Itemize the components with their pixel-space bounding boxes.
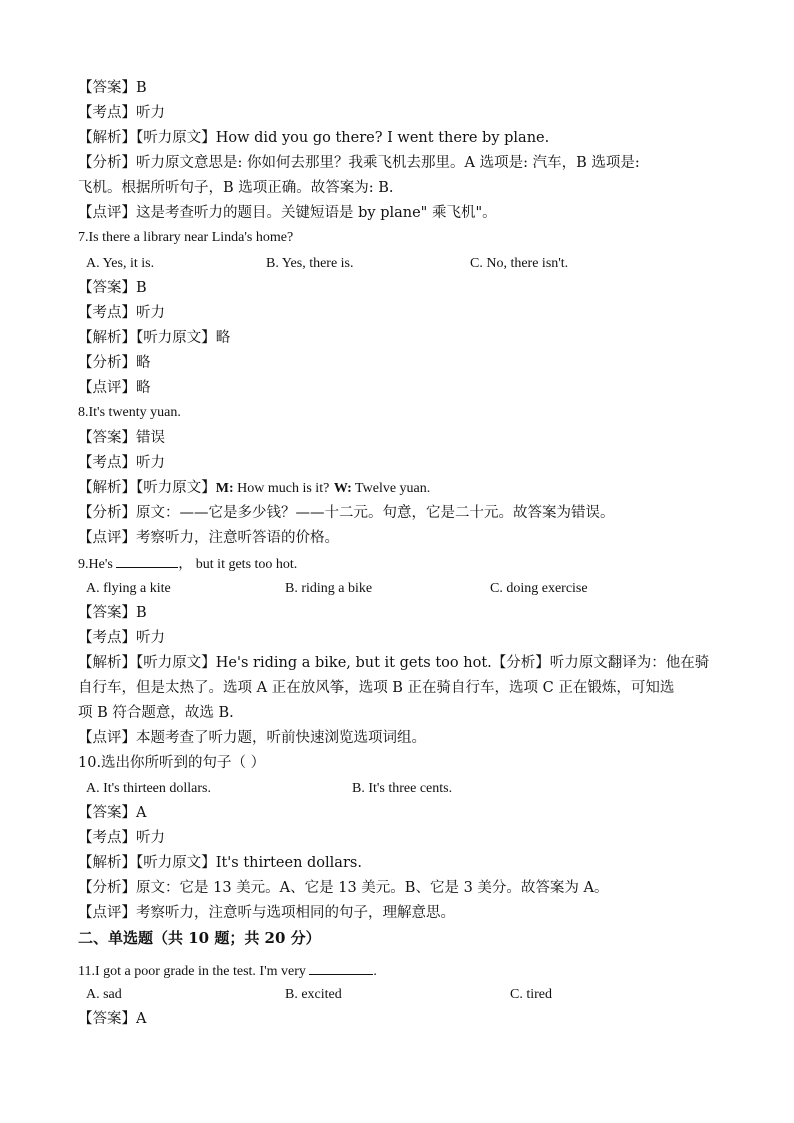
topic-line: 【考点】听力 <box>78 455 165 471</box>
answer-line: 【答案】A <box>78 1011 147 1027</box>
q11-option-a: A. sad <box>86 987 122 1002</box>
analysis-line: 【分析】原文：它是 13 美元。A、它是 13 美元。B、它是 3 美分。故答案为 A。 <box>78 880 609 896</box>
question-7: 7.Is there a library near Linda's home? <box>78 230 294 245</box>
q11-option-b: B. excited <box>285 987 342 1002</box>
q7-option-c: C. No, there isn't. <box>470 256 569 271</box>
q9-blank <box>116 553 178 568</box>
question-11 <box>78 960 377 982</box>
comment-line: 【点评】本题考查了听力题，听前快速浏览选项词组。 <box>78 730 426 746</box>
section-heading: 二、单选题（共 10 题；共 20 分） <box>78 929 321 947</box>
q10-option-a: A. It's thirteen dollars. <box>86 781 211 796</box>
q7-option-a: A. Yes, it is. <box>86 256 155 271</box>
explanation-line-continued: 项 B 符合题意，故选 B. <box>78 705 234 721</box>
analysis-line-continued: 飞机。根据所听句子，B 选项正确。故答案为: B. <box>78 180 394 196</box>
explanation-line: 【解析】【听力原文】略 <box>78 330 231 346</box>
topic-line: 【考点】听力 <box>78 305 165 321</box>
explanation-line <box>78 478 430 499</box>
answer-line: 【答案】B <box>78 280 147 296</box>
topic-line: 【考点】听力 <box>78 830 165 846</box>
explanation-line: 【解析】【听力原文】He's riding a bike, but it gets too hot.【分析】听力原文翻译为：他在骑 <box>78 655 710 671</box>
q9-option-b: B. riding a bike <box>285 581 373 596</box>
answer-line: 【答案】B <box>78 80 147 96</box>
explanation-line-continued: 自行车，但是太热了。选项 A 正在放风筝，选项 B 正在骑自行车，选项 C 正在锻炼，可知选 <box>78 680 675 696</box>
answer-line: 【答案】A <box>78 805 147 821</box>
q10-option-b: B. It's three cents. <box>352 781 453 796</box>
explanation-line: 【解析】【听力原文】How did you go there? I went there by plane. <box>78 130 550 146</box>
q11-blank <box>309 960 373 975</box>
question-10: 10.选出你所听到的句子（ ） <box>78 755 266 771</box>
answer-line: 【答案】错误 <box>78 430 165 446</box>
q9-stem-start: 9.He's <box>78 557 117 572</box>
speaker-m-text: How much is it? <box>233 481 330 496</box>
q11-option-c: C. tired <box>510 987 552 1002</box>
topic-line: 【考点】听力 <box>78 630 165 646</box>
question-8: 8.It's twenty yuan. <box>78 405 181 420</box>
speaker-w: W: <box>333 481 352 496</box>
explanation-line: 【解析】【听力原文】It's thirteen dollars. <box>78 855 362 871</box>
comment-line: 【点评】这是考查听力的题目。关键短语是 by plane" 乘飞机"。 <box>78 205 497 221</box>
analysis-line: 【分析】听力原文意思是: 你如何去那里？我乘飞机去那里。A 选项是: 汽车，B 选项是: <box>78 155 640 171</box>
comment-line: 【点评】略 <box>78 380 151 396</box>
speaker-w-text: Twelve yuan. <box>351 481 431 496</box>
answer-line: 【答案】B <box>78 605 147 621</box>
q11-stem: 11.I got a poor grade in the test. I'm very <box>78 964 310 979</box>
speaker-m: M: <box>215 481 234 496</box>
q9-stem-end: ， but it gets too hot. <box>178 557 298 572</box>
analysis-line: 【分析】原文：——它是多少钱？——十二元。句意，它是二十元。故答案为错误。 <box>78 505 615 521</box>
question-9 <box>78 553 297 575</box>
explanation-label: 【解析】【听力原文】 <box>78 480 216 496</box>
topic-line: 【考点】听力 <box>78 105 165 121</box>
comment-line: 【点评】考察听力，注意听答语的价格。 <box>78 530 339 546</box>
q9-option-a: A. flying a kite <box>86 581 171 596</box>
q7-option-b: B. Yes, there is. <box>266 256 354 271</box>
comment-line: 【点评】考察听力，注意听与选项相同的句子，理解意思。 <box>78 905 455 921</box>
q11-stem-end: . <box>373 964 377 979</box>
analysis-line: 【分析】略 <box>78 355 151 371</box>
q9-option-c: C. doing exercise <box>490 581 588 596</box>
